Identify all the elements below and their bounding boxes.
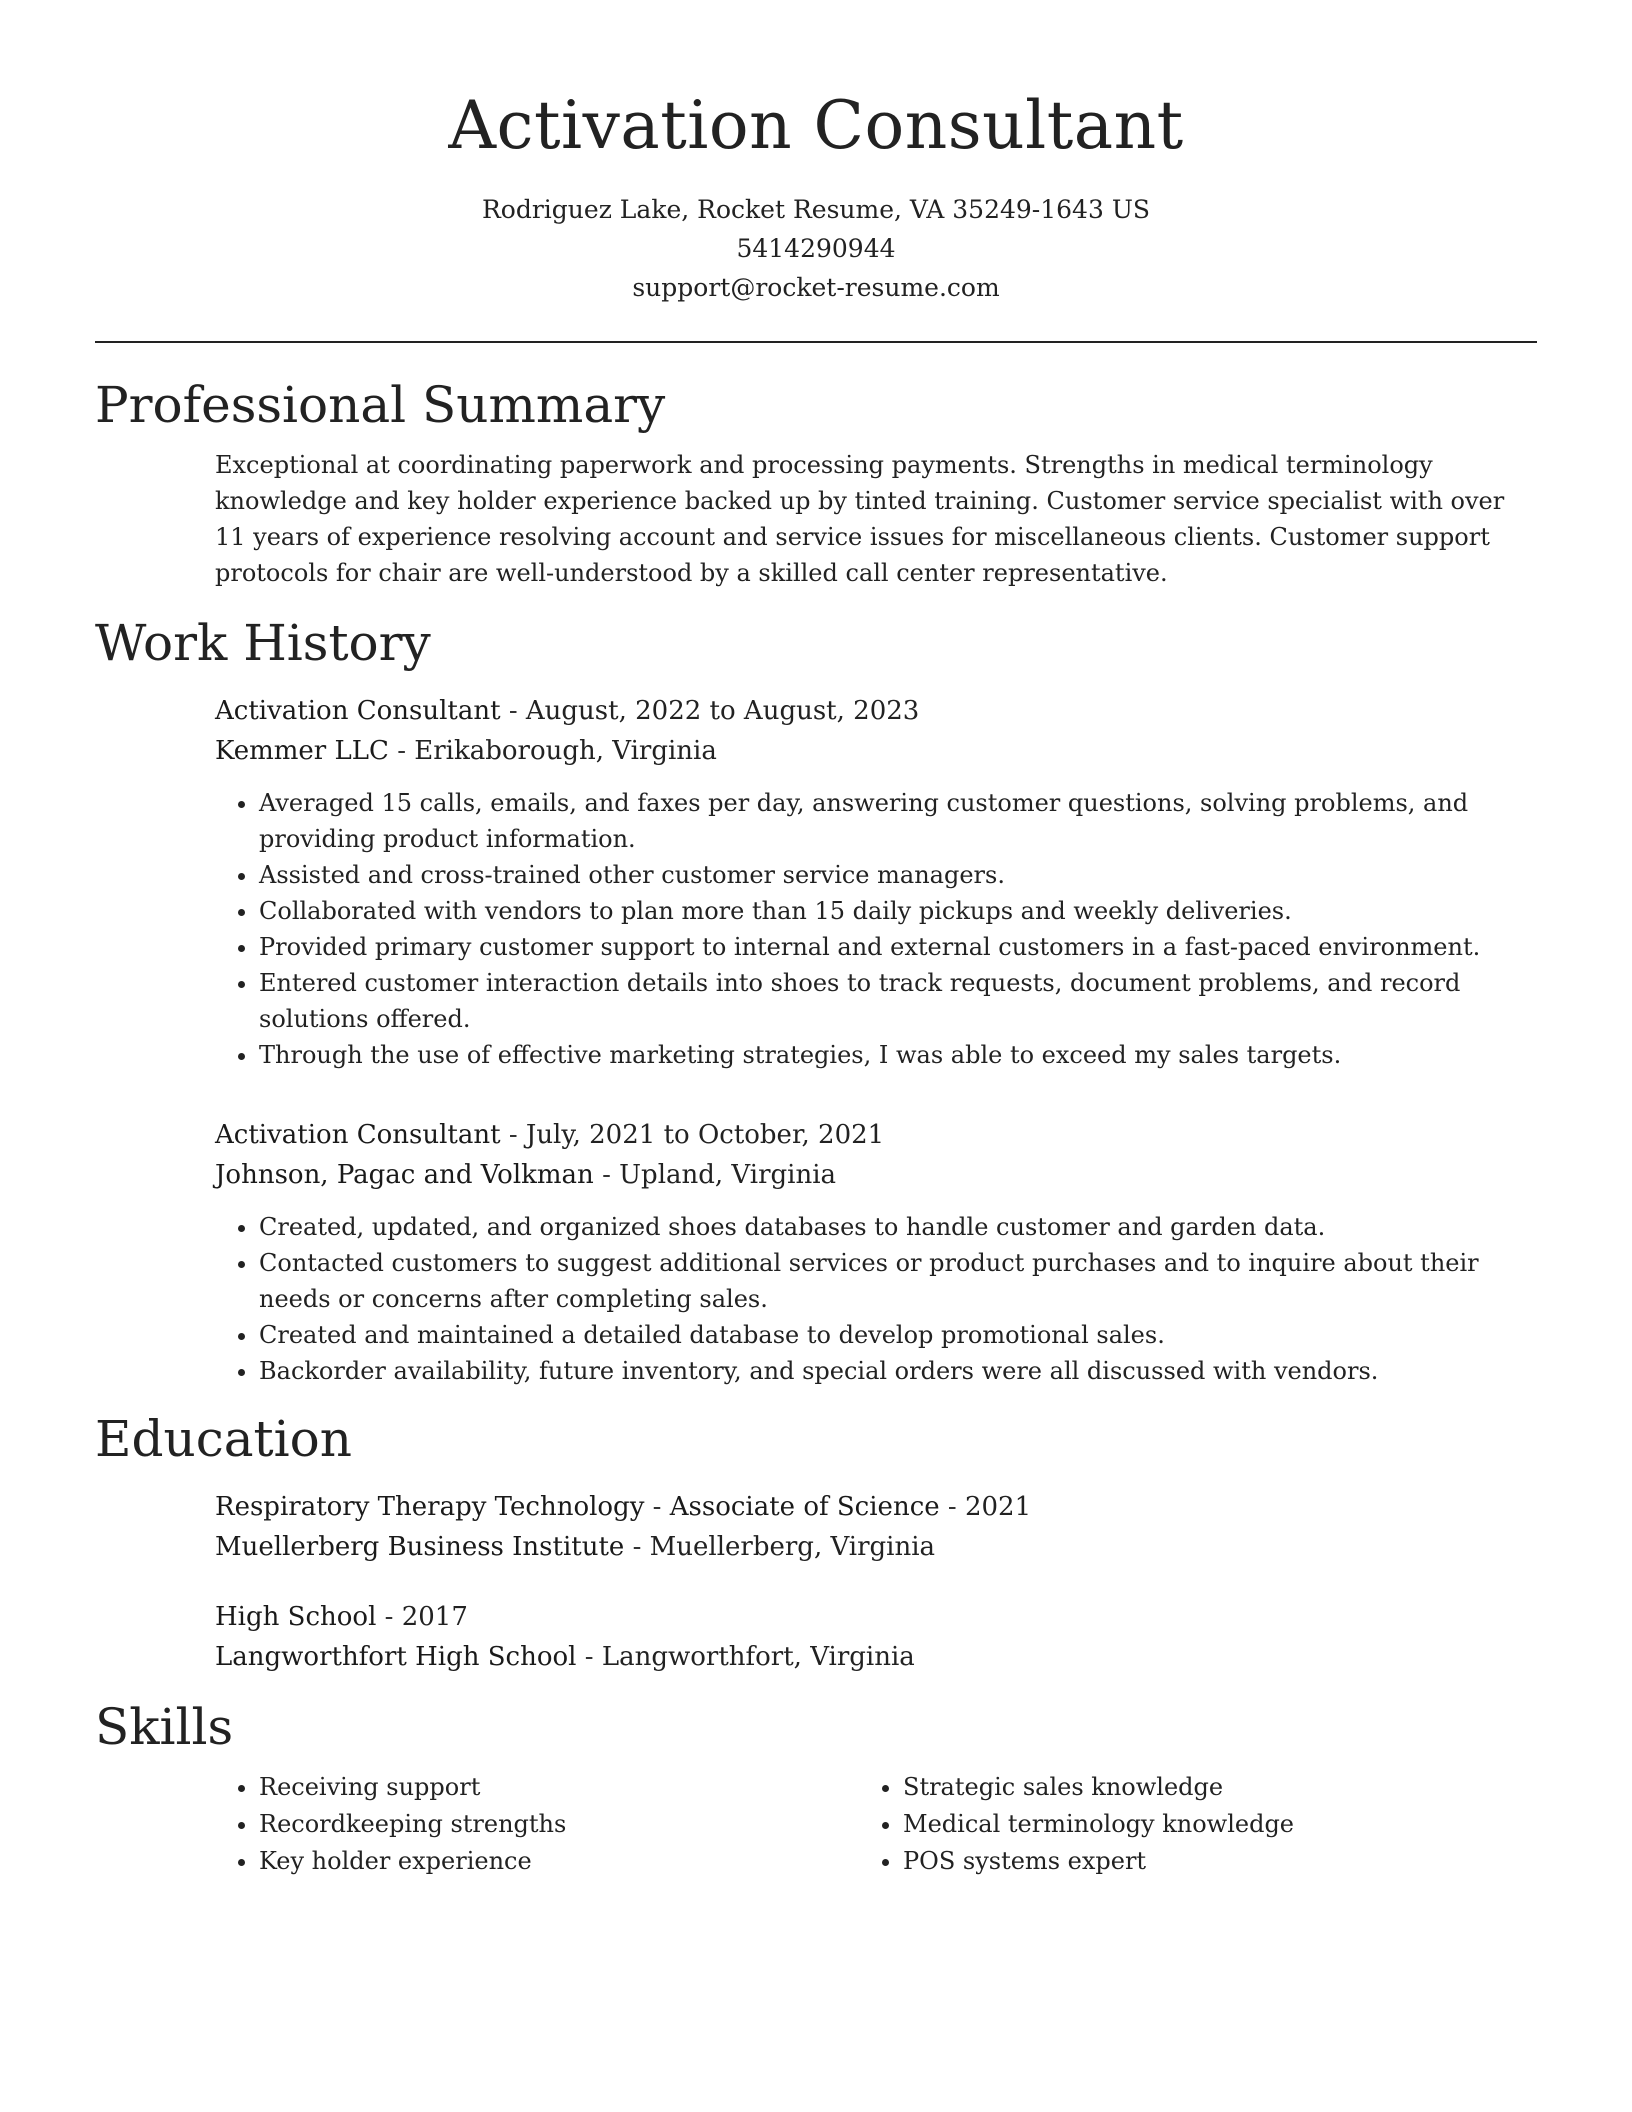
job-role: Activation Consultant [215,696,501,726]
address: Rodriguez Lake, Rocket Resume, VA 35249-1643 US [481,195,1151,224]
job-bullet: • Assisted and cross-trained other customer service managers. [259,857,1537,893]
education-section [95,1407,1537,1677]
job-bullet: • Entered customer interaction details into shoes to track requests, document problems, and record solutions offered. [259,965,1537,1037]
skills-title: Skills [95,1698,234,1756]
job-entry [215,691,1537,1073]
job-title-line: Activation Consultant - August, 2022 to August, 2023 [215,696,920,726]
job-company-line: Kemmer LLC - Erikaborough, Virginia [215,736,717,766]
resume-header [95,0,1537,307]
job-bullets [215,785,1537,1073]
job-role: Activation Consultant [215,1120,501,1150]
education-degree-line: Respiratory Therapy Technology - Associate of Science - 2021 [215,1492,1032,1522]
education-entry [215,1597,1537,1677]
work-title: Work History [95,614,431,672]
job-bullet: • Created and maintained a detailed database to develop promotional sales. [259,1317,1537,1353]
job-bullet: • Provided primary customer support to internal and external customers in a fast-paced environment. [259,929,1537,965]
summary-section [95,373,1537,591]
email: support@rocket-resume.com [632,273,1000,302]
phone: 5414290944 [736,234,896,263]
skill-item: • Recordkeeping strengths [259,1806,859,1843]
skill-item: • Receiving support [259,1769,859,1806]
education-location: Muellerberg, Virginia [649,1532,936,1562]
contact-block [95,190,1537,307]
education-degree: Associate of Science [669,1492,940,1522]
education-year: 2017 [401,1602,468,1632]
skills-grid [215,1769,1537,1880]
skill-item: • Medical terminology knowledge [903,1806,1523,1843]
summary-title: Professional Summary [95,376,666,434]
education-school-line: Muellerberg Business Institute - Muellerberg, Virginia [215,1532,936,1562]
job-bullet: • Averaged 15 calls, emails, and faxes per day, answering customer questions, solving problems, and providing product information. [259,785,1537,857]
education-field: Respiratory Therapy Technology [215,1492,645,1522]
job-bullet: • Backorder availability, future inventory, and special orders were all discussed with vendors. [259,1353,1537,1389]
job-bullet: • Collaborated with vendors to plan more than 15 daily pickups and weekly deliveries. [259,893,1537,929]
job-bullet: • Through the use of effective marketing strategies, I was able to exceed my sales targets. [259,1037,1537,1073]
work-section [95,611,1537,1389]
skill-item: • POS systems expert [903,1843,1523,1880]
job-dates: August, 2022 to August, 2023 [525,696,920,726]
job-location: Upland, Virginia [619,1160,837,1190]
education-school: Langworthfort High School [215,1642,577,1672]
job-company-line: Johnson, Pagac and Volkman - Upland, Virginia [215,1160,837,1190]
education-school-line: Langworthfort High School - Langworthfort, Virginia [215,1642,915,1672]
resume-name: Activation Consultant [448,87,1184,164]
education-title: Education [95,1410,352,1468]
skills-column-right [859,1769,1523,1880]
job-company: Johnson, Pagac and Volkman [215,1160,594,1190]
header-divider [95,341,1537,343]
education-year: 2021 [964,1492,1032,1522]
job-title-line: Activation Consultant - July, 2021 to October, 2021 [215,1120,885,1150]
job-location: Erikaborough, Virginia [414,736,717,766]
job-entry [215,1115,1537,1389]
job-dates: July, 2021 to October, 2021 [525,1120,885,1150]
summary-text: Exceptional at coordinating paperwork and processing payments. Strengths in medical terminology knowledge and key holder experience backed up by tinted training. Customer service specialist with over 11 years of experience resolving account and service issues for miscellaneous clients. Customer support protocols for chair are well-understood by a skilled call center representative. [215,451,1505,587]
education-field: High School [215,1602,377,1632]
education-location: Langworthfort, Virginia [601,1642,915,1672]
job-bullet: • Created, updated, and organized shoes databases to handle customer and garden data. [259,1209,1537,1245]
skill-item: • Strategic sales knowledge [903,1769,1523,1806]
skill-item: • Key holder experience [259,1843,859,1880]
skills-section [95,1695,1537,1880]
job-company: Kemmer LLC [215,736,389,766]
education-entry [215,1487,1537,1567]
job-bullets [215,1209,1537,1389]
job-bullet: • Contacted customers to suggest additional services or product purchases and to inquire about their needs or concerns after completing sales. [259,1245,1537,1317]
education-school: Muellerberg Business Institute [215,1532,625,1562]
skills-column-left [215,1769,859,1880]
education-degree-line: High School - 2017 [215,1602,468,1632]
